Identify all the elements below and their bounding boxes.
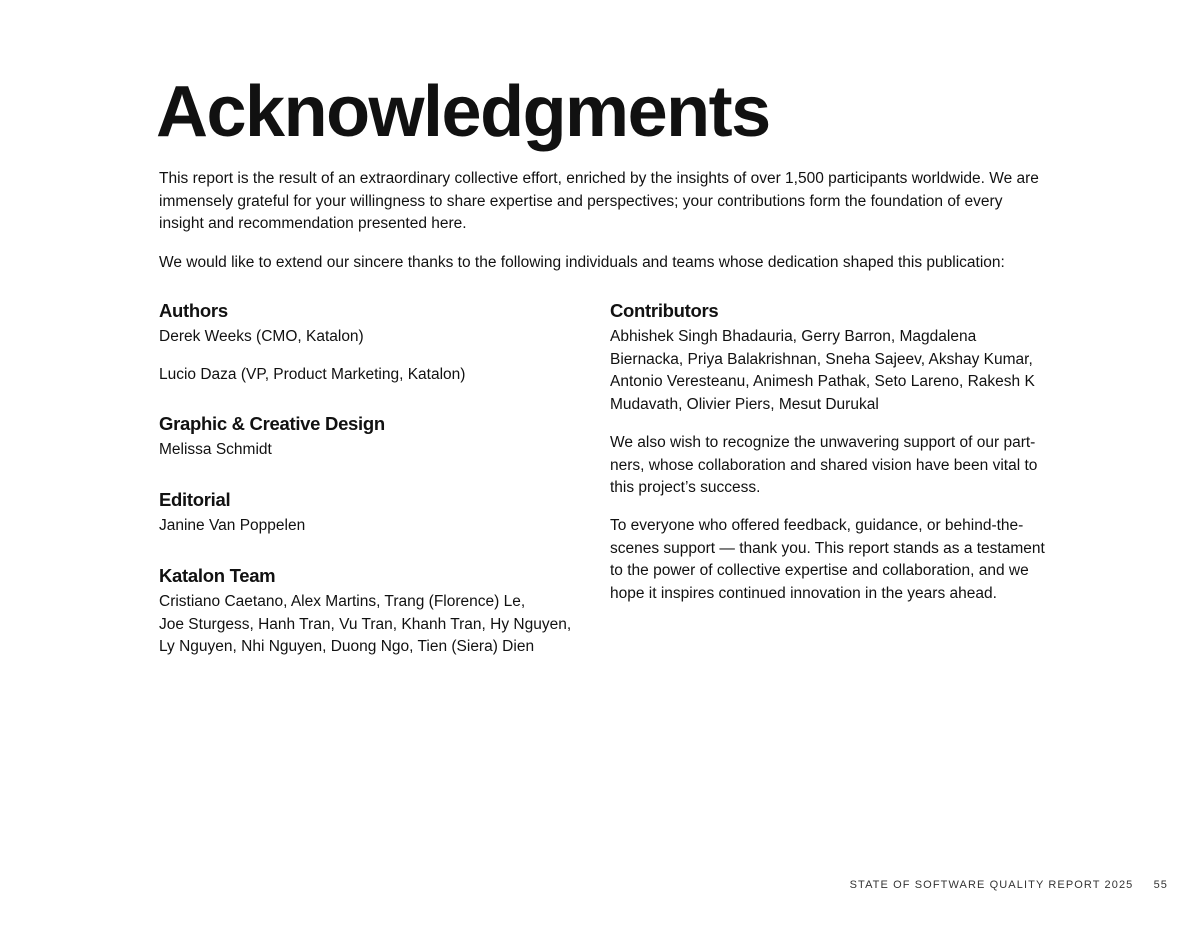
author-name: Derek Weeks (CMO, Katalon) xyxy=(159,328,364,345)
katalon-team-heading: Katalon Team xyxy=(159,564,276,586)
editorial-heading: Editorial xyxy=(159,489,231,511)
closing-note: To everyone who offered feedback, guidance, or behind-the-scenes support — thank you. This report stands as a testament to the power of collective expertise and collaboration, and we hope it inspires continued innovation in the years ahead. xyxy=(610,516,1045,603)
katalon-team-names: Cristiano Caetano, Alex Martins, Trang (Florence) Le, Joe Sturgess, Hanh Tran, Vu Tran, Khanh Tran, Hy Nguyen, Ly Nguyen, Nhi Nguyen, Duong Ngo, Tien (Siera) Dien xyxy=(159,592,572,656)
left-column xyxy=(159,298,579,684)
page-title: Acknowledgments xyxy=(156,72,770,152)
designer-name: Melissa Schmidt xyxy=(159,441,272,459)
page-number: 55 xyxy=(1153,879,1168,891)
authors-section xyxy=(159,298,579,386)
design-heading: Graphic & Creative Design xyxy=(159,413,385,435)
authors-heading: Authors xyxy=(159,300,228,321)
page-footer xyxy=(850,879,1168,891)
editorial-section xyxy=(159,487,579,538)
katalon-team-section xyxy=(159,563,579,659)
partners-note: We also wish to recognize the unwavering support of our part-ners, whose collaboration and shared vision have been vital to this project’s success. xyxy=(610,433,1038,497)
author-name: Lucio Daza (VP, Product Marketing, Katalon) xyxy=(159,365,466,383)
editor-name: Janine Van Poppelen xyxy=(159,517,306,535)
design-section xyxy=(159,411,579,462)
report-name: STATE OF SOFTWARE QUALITY REPORT 2025 xyxy=(849,879,1134,891)
contributors-names: Abhishek Singh Bhadauria, Gerry Barron, Magdalena Biernacka, Priya Balakrishnan, Sneha Sajeev, Akshay Kumar, Antonio Veresteanu, Animesh Pathak, Seto Lareno, Rakesh K Mudavath, Olivier Piers, Mesut Durukal xyxy=(610,328,1035,414)
thanks-paragraph: We would like to extend our sincere thanks to the following individuals and teams whose dedication shaped this publication: xyxy=(159,254,1005,271)
contributors-heading: Contributors xyxy=(610,300,719,321)
intro-paragraph: This report is the result of an extraordinary collective effort, enriched by the insights of over 1,500 participants worldwide. We are immensely grateful for your willingness to share expertise and perspectives; your contributions form the foundation of every insight and recommendation presented here. xyxy=(159,170,1039,233)
right-column xyxy=(610,298,1050,621)
